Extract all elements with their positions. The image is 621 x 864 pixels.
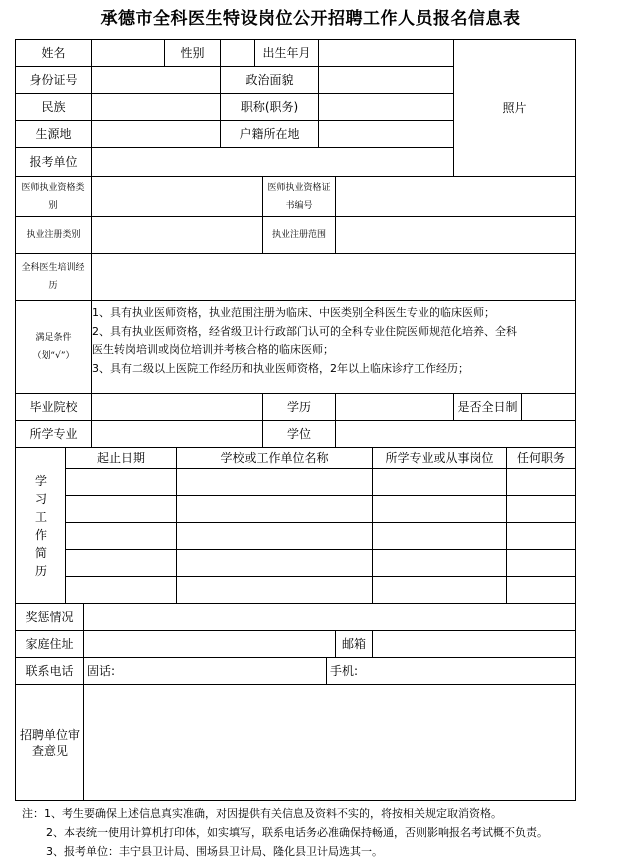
condition-item: 2、具有执业医师资格，经省级卫计行政部门认可的全科专业住院医师规范化培养、全科 (92, 324, 517, 338)
school-label: 毕业院校 (29, 399, 78, 414)
major-label: 所学专业 (29, 426, 78, 441)
note-item: 3、报考单位：丰宁县卫计局、围场县卫计局、隆化县卫计局选其一。 (46, 845, 383, 858)
address-label: 家庭住址 (25, 636, 74, 651)
reg-type-label: 执业注册类别 (26, 230, 81, 240)
page-title: 承德市全科医生特设岗位公开招聘工作人员报名信息表 (100, 9, 521, 29)
birth-label: 出生年月 (262, 45, 311, 60)
name-label: 姓名 (41, 45, 66, 60)
awards-label: 奖惩情况 (25, 609, 74, 624)
apply-unit-label: 报考单位 (29, 154, 78, 169)
condition-item: 1、具有执业医师资格，执业范围注册为临床、中医类别全科医生专业的临床医师； (92, 306, 495, 319)
resume-header-dates: 起止日期 (96, 450, 145, 465)
id-number-label: 身份证号 (29, 72, 78, 87)
license-type-label: 医师执业资格类别 (21, 182, 85, 211)
ethnicity-label: 民族 (41, 99, 66, 114)
title-rank-label: 职称(职务) (240, 99, 299, 114)
mobile-label: 手机: (330, 663, 359, 678)
condition-hint-text: （划“√”） (32, 351, 75, 361)
conditions-list (92, 304, 576, 378)
condition-label (16, 301, 91, 393)
opinion-label: 招聘单位审查意见 (20, 727, 81, 758)
degree-label: 学历 (286, 399, 311, 414)
note-item: 2、本表统一使用计算机打印体，如实填写，联系电话务必准确保持畅通，否则影响报名考试概不负责。 (46, 826, 548, 839)
postcode-label: 邮箱 (341, 636, 366, 651)
gp-training-label: 全科医生培训经历 (21, 263, 85, 291)
condition-label-text: 满足条件 (35, 333, 72, 343)
phone-label: 联系电话 (25, 663, 74, 678)
resume-header-major: 所学专业或从事岗位 (385, 450, 494, 465)
origin-label: 生源地 (35, 126, 72, 141)
resume-label: 学习工作简历 (34, 473, 47, 578)
landline-label: 固话: (87, 663, 116, 678)
footnotes (22, 804, 548, 861)
resume-header-institution: 学校或工作单位名称 (220, 450, 329, 465)
household-label: 户籍所在地 (239, 126, 300, 141)
photo-placeholder: 照片 (502, 100, 527, 115)
political-label: 政治面貌 (245, 72, 294, 87)
reg-scope-label: 执业注册范围 (271, 230, 326, 240)
resume-header-position: 任何职务 (516, 450, 565, 465)
note-item: 注：1、考生要确保上述信息真实准确，对因提供有关信息及资料不实的，将按相关规定取消资格。 (22, 807, 502, 820)
condition-item: 医生转岗培训或岗位培训并考核合格的临床医师； (92, 343, 334, 356)
license-no-label: 医师执业资格证书编号 (267, 182, 331, 211)
fulltime-label: 是否全日制 (457, 399, 518, 414)
gender-label: 性别 (180, 45, 205, 60)
condition-item: 3、具有二级以上医院工作经历和执业医师资格，2年以上临床诊疗工作经历； (92, 361, 469, 375)
academic-degree-label: 学位 (286, 426, 311, 441)
